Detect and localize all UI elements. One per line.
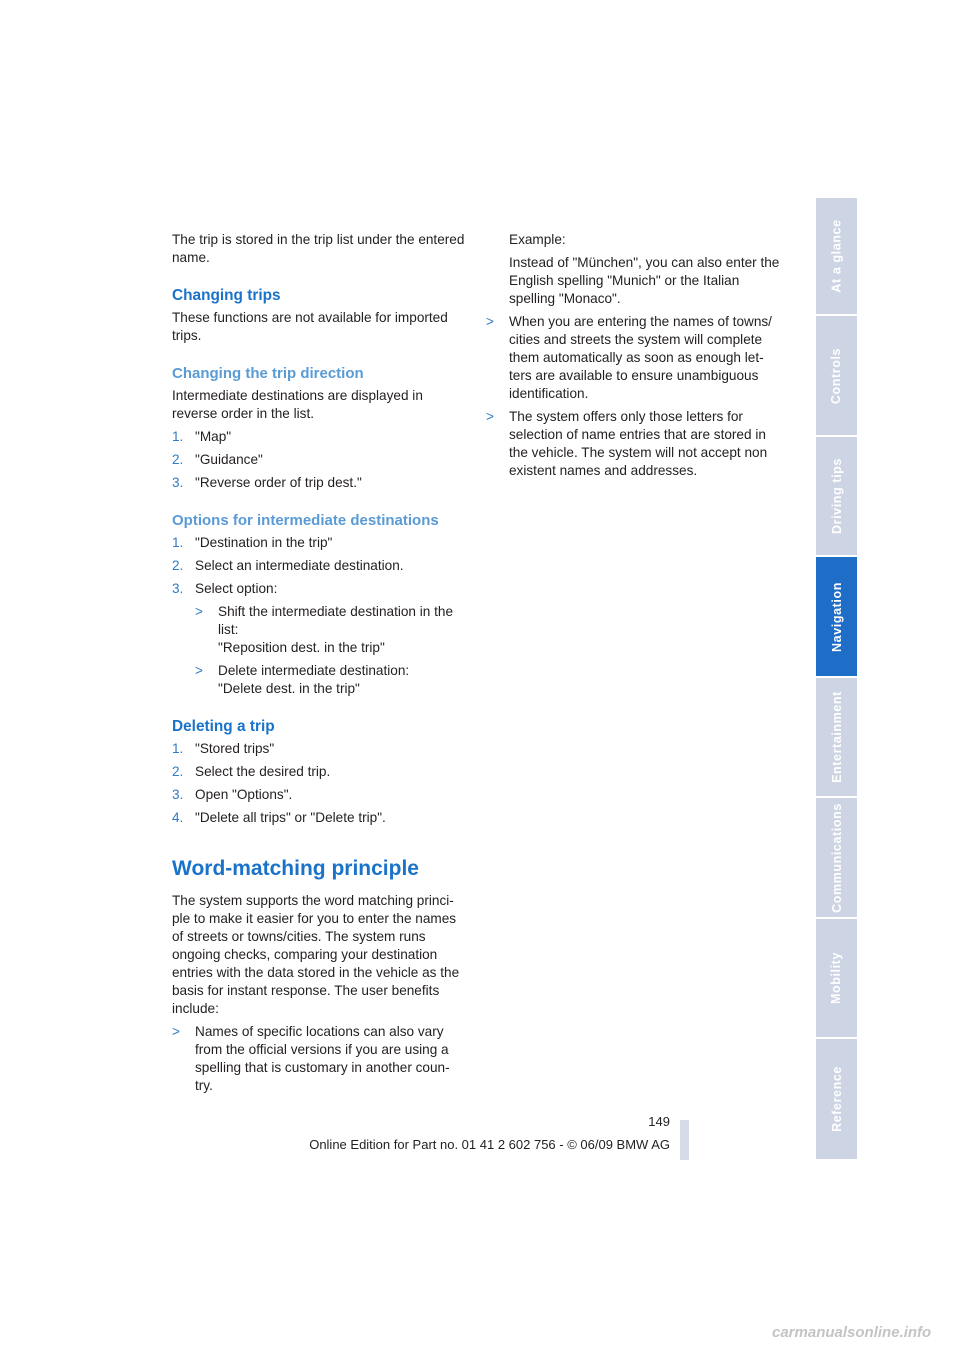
- bullet-line: Delete intermediate destination:: [218, 663, 410, 678]
- step-text: "Reverse order of trip dest.": [195, 475, 362, 490]
- list-item: [172, 809, 466, 827]
- step-text: "Map": [195, 429, 232, 444]
- step-text: Select an intermediate destination.: [195, 558, 404, 573]
- tab-controls[interactable]: [816, 316, 857, 435]
- list-item: [172, 428, 466, 446]
- step-number: 4.: [172, 810, 184, 825]
- bullet-item: [195, 662, 466, 698]
- tab-label: Communications: [829, 802, 844, 913]
- tab-label: Controls: [829, 347, 844, 404]
- bullet-item: [195, 603, 466, 657]
- step-number: 3.: [172, 581, 184, 596]
- word-matching-text: The system supports the word matching princi-ple to make it easier for you to enter the names of streets or towns/cities. The system runs ongoing checks, comparing your destination entries with the data stored in the vehicle as the basis for instant response. The user benefits include:: [172, 893, 460, 1016]
- intro-paragraph: The trip is stored in the trip list under the entered name.: [172, 232, 465, 265]
- changing-trips-heading: Changing trips: [172, 287, 281, 304]
- tab-label: At a glance: [829, 219, 844, 293]
- bullet-line: Shift the intermediate destination in the list:: [218, 604, 454, 637]
- bullet-text: Names of specific locations can also vary from the official versions if you are using a spelling that is customary in another coun-try.: [195, 1024, 450, 1093]
- step-number: 2.: [172, 558, 184, 573]
- list-item: [172, 740, 466, 758]
- bullet-item: [486, 313, 782, 403]
- step-number: 1.: [172, 741, 184, 756]
- watermark: carmanualsonline.info: [772, 1324, 932, 1341]
- step-number: 3.: [172, 475, 184, 490]
- changing-trips-text: These functions are not available for imported trips.: [172, 310, 448, 343]
- bullet-line: "Reposition dest. in the trip": [218, 640, 385, 655]
- step-text: "Stored trips": [195, 741, 275, 756]
- bullet-text: The system offers only those letters for selection of name entries that are stored in the vehicle. The system will not accept non existent names and addresses.: [509, 409, 768, 478]
- deleting-heading: Deleting a trip: [172, 718, 275, 735]
- trip-direction-text: Intermediate destinations are displayed in reverse order in the list.: [172, 388, 423, 421]
- options-heading: Options for intermediate destinations: [172, 512, 439, 529]
- bullet-item: [486, 408, 782, 480]
- step-text: "Delete all trips" or "Delete trip".: [195, 810, 386, 825]
- page-number: 149: [648, 1114, 670, 1129]
- tab-entertainment[interactable]: [816, 678, 857, 796]
- trip-direction-heading: Changing the trip direction: [172, 365, 364, 382]
- bullet-marker: >: [172, 1024, 180, 1039]
- tab-mobility[interactable]: [816, 919, 857, 1037]
- step-text: "Destination in the trip": [195, 535, 333, 550]
- list-item: [172, 580, 466, 598]
- list-item: [172, 786, 466, 804]
- list-item: [172, 451, 466, 469]
- bullet-item: [172, 1023, 466, 1095]
- tab-at-a-glance[interactable]: [816, 198, 857, 314]
- tab-navigation[interactable]: [816, 557, 857, 676]
- bullet-line: "Delete dest. in the trip": [218, 681, 360, 696]
- bullet-marker: >: [486, 314, 494, 329]
- footer-text: Online Edition for Part no. 01 41 2 602 756 - © 06/09 BMW AG: [309, 1137, 670, 1152]
- example-text: Instead of "München", you can also enter the English spelling "Munich" or the Italian spelling "Monaco".: [509, 255, 780, 306]
- tab-label: Entertainment: [829, 691, 844, 783]
- list-item: [172, 763, 466, 781]
- list-item: [172, 534, 466, 552]
- list-item: [172, 557, 466, 575]
- tab-label: Navigation: [829, 581, 844, 652]
- step-text: Open "Options".: [195, 787, 293, 802]
- bullet-text: [218, 662, 409, 698]
- step-number: 1.: [172, 535, 184, 550]
- step-number: 1.: [172, 429, 184, 444]
- bullet-marker: >: [195, 663, 203, 678]
- step-text: Select the desired trip.: [195, 764, 331, 779]
- word-matching-heading: Word-matching principle: [172, 857, 419, 880]
- step-number: 2.: [172, 764, 184, 779]
- step-text: Select option:: [195, 581, 278, 596]
- step-text: "Guidance": [195, 452, 263, 467]
- bullet-marker: >: [486, 409, 494, 424]
- tab-label: Reference: [829, 1066, 844, 1132]
- bullet-text: [218, 603, 466, 657]
- tab-reference[interactable]: [816, 1039, 857, 1159]
- list-item: [172, 474, 466, 492]
- bullet-marker: >: [195, 604, 203, 619]
- tab-label: Driving tips: [829, 458, 844, 534]
- left-column: [172, 231, 466, 1100]
- right-column: [486, 231, 782, 485]
- tab-label: Mobility: [829, 951, 844, 1005]
- tab-communications[interactable]: [816, 798, 857, 917]
- step-number: 2.: [172, 452, 184, 467]
- bullet-text: When you are entering the names of towns/ cities and streets the system will complete them automatically as soon as enough let-ters are available to ensure unambiguous identification.: [509, 314, 772, 401]
- footer-bar: [680, 1120, 689, 1160]
- step-number: 3.: [172, 787, 184, 802]
- tab-driving-tips[interactable]: [816, 437, 857, 555]
- example-label: Example:: [509, 232, 566, 247]
